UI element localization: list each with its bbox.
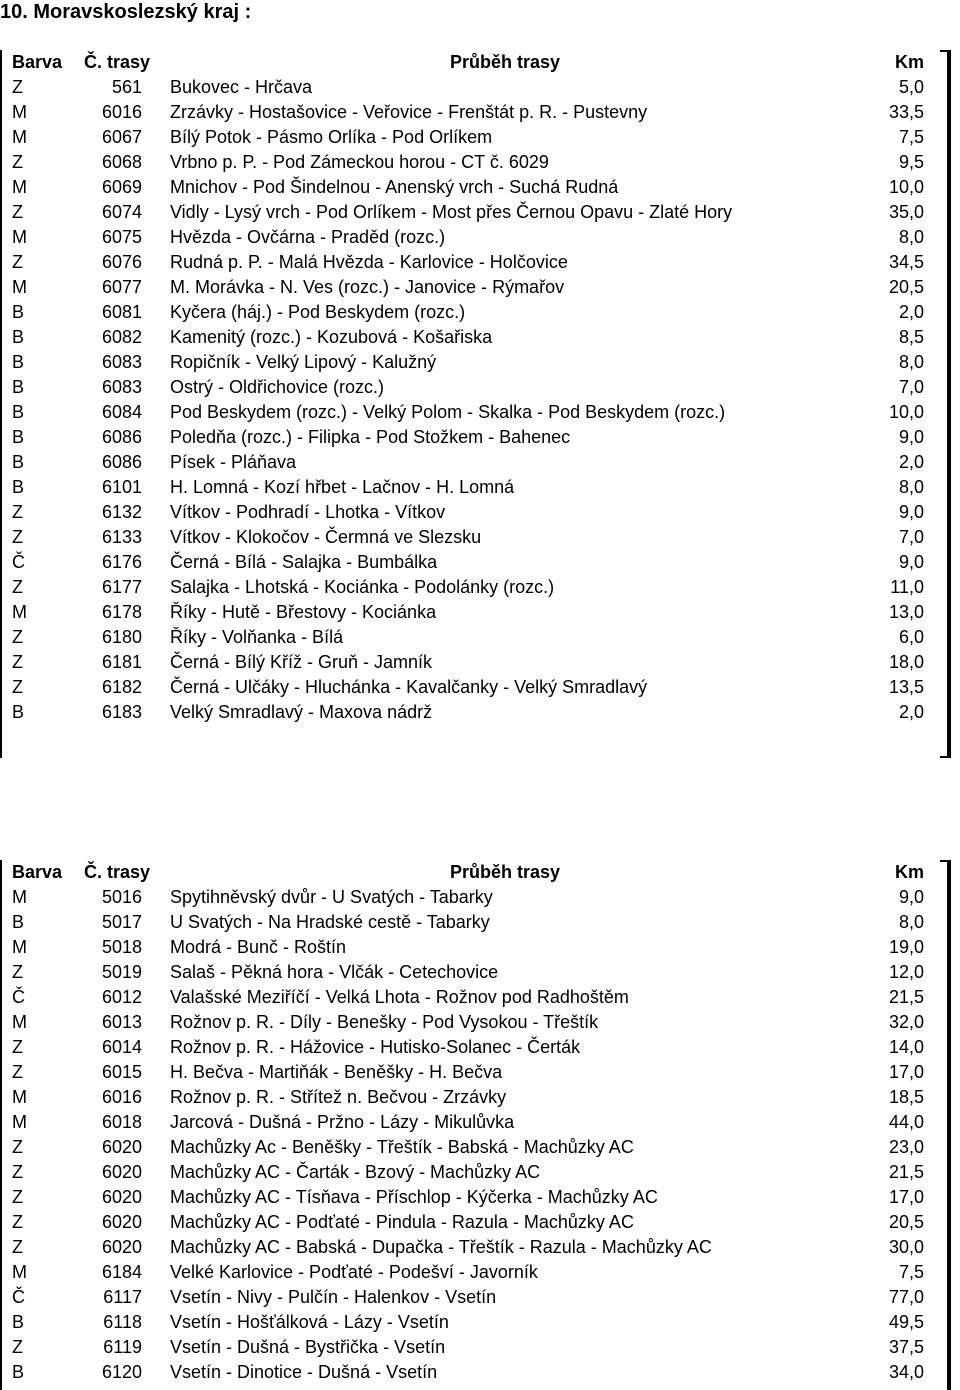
table-row	[0, 350, 960, 375]
cell-cislo-trasy: 6067	[101, 127, 142, 147]
cell-barva: B	[12, 702, 25, 722]
table-row	[0, 935, 960, 960]
cell-km: 34,0	[888, 1362, 924, 1382]
cell-km: 6,0	[898, 627, 924, 647]
cell-km: 2,0	[898, 702, 924, 722]
cell-prubeh-trasy: Vrbno p. P. - Pod Zámeckou horou - CT č. 6029	[170, 152, 549, 172]
cell-cislo-trasy: 6016	[101, 1087, 142, 1107]
cell-cislo-trasy: 6076	[101, 252, 142, 272]
cell-km: 7,0	[898, 527, 924, 547]
cell-km: 17,0	[888, 1187, 924, 1207]
cell-prubeh-trasy: Machůzky Ac - Beněšky - Třeštík - Babská - Machůzky AC	[170, 1137, 634, 1157]
header-prubeh-trasy: Průběh trasy	[450, 52, 561, 72]
cell-barva: Z	[12, 152, 23, 172]
cell-km: 7,5	[898, 127, 924, 147]
cell-km: 21,5	[888, 987, 924, 1007]
cell-km: 5,0	[898, 77, 924, 97]
table-row	[0, 375, 960, 400]
cell-cislo-trasy: 6016	[101, 102, 142, 122]
table-row	[0, 650, 960, 675]
cell-barva: Z	[12, 627, 23, 647]
cell-barva: Z	[12, 1212, 23, 1232]
header-prubeh-trasy: Průběh trasy	[450, 862, 561, 882]
table-row	[0, 175, 960, 200]
cell-km: 8,0	[898, 912, 924, 932]
cell-cislo-trasy: 6183	[101, 702, 142, 722]
cell-cislo-trasy: 6068	[101, 152, 142, 172]
cell-km: 19,0	[888, 937, 924, 957]
cell-prubeh-trasy: Velké Karlovice - Podťaté - Podešví - Javorník	[170, 1262, 538, 1282]
cell-barva: Z	[12, 1137, 23, 1157]
cell-km: 2,0	[898, 302, 924, 322]
cell-barva: Z	[12, 527, 23, 547]
cell-prubeh-trasy: Černá - Ulčáky - Hluchánka - Kavalčanky - Velký Smradlavý	[170, 677, 648, 697]
header-barva: Barva	[12, 52, 63, 72]
cell-prubeh-trasy: Zrzávky - Hostašovice - Veřovice - Frenštát p. R. - Pustevny	[170, 102, 648, 122]
cell-barva: Z	[12, 1062, 23, 1082]
cell-barva: M	[12, 1262, 27, 1282]
table-row	[0, 200, 960, 225]
cell-prubeh-trasy: Říky - Hutě - Břestovy - Kociánka	[170, 602, 437, 622]
table-border-tick	[940, 756, 948, 758]
cell-prubeh-trasy: Vsetín - Dinotice - Dušná - Vsetín	[170, 1362, 438, 1382]
table-row	[0, 250, 960, 275]
cell-prubeh-trasy: Černá - Bílý Kříž - Gruň - Jamník	[170, 652, 433, 672]
table-row	[0, 985, 960, 1010]
cell-barva: Z	[12, 252, 23, 272]
table-row	[0, 100, 960, 125]
cell-prubeh-trasy: Jarcová - Dušná - Pržno - Lázy - Mikulůvka	[170, 1112, 515, 1132]
cell-km: 32,0	[888, 1012, 924, 1032]
cell-cislo-trasy: 6177	[101, 577, 142, 597]
cell-km: 9,5	[898, 152, 924, 172]
header-km: Km	[894, 52, 924, 72]
table-row	[0, 400, 960, 425]
table-row	[0, 575, 960, 600]
cell-cislo-trasy: 6069	[101, 177, 142, 197]
cell-km: 18,0	[888, 652, 924, 672]
cell-cislo-trasy: 561	[111, 77, 142, 97]
cell-cislo-trasy: 6084	[101, 402, 142, 422]
cell-prubeh-trasy: Poledňa (rozc.) - Filipka - Pod Stožkem - Bahenec	[170, 427, 571, 447]
cell-prubeh-trasy: Vidly - Lysý vrch - Pod Orlíkem - Most přes Černou Opavu - Zlaté Hory	[170, 202, 733, 222]
cell-cislo-trasy: 6083	[101, 377, 142, 397]
cell-prubeh-trasy: Mnichov - Pod Šindelnou - Anenský vrch - Suchá Rudná	[170, 177, 619, 197]
cell-cislo-trasy: 6075	[101, 227, 142, 247]
cell-km: 18,5	[888, 1087, 924, 1107]
cell-barva: Z	[12, 1337, 23, 1357]
cell-prubeh-trasy: Vítkov - Klokočov - Čermná ve Slezsku	[170, 527, 482, 547]
cell-prubeh-trasy: Rudná p. P. - Malá Hvězda - Karlovice - Holčovice	[170, 252, 568, 272]
cell-prubeh-trasy: Vítkov - Podhradí - Lhotka - Vítkov	[170, 502, 446, 522]
page-title: 10. Moravskoslezský kraj :	[0, 1, 252, 23]
cell-prubeh-trasy: Machůzky AC - Babská - Dupačka - Třeštík - Razula - Machůzky AC	[170, 1237, 712, 1257]
cell-km: 8,0	[898, 477, 924, 497]
cell-prubeh-trasy: Rožnov p. R. - Střítež n. Bečvou - Zrzávky	[170, 1087, 507, 1107]
table-row	[0, 600, 960, 625]
cell-km: 49,5	[888, 1312, 924, 1332]
cell-barva: Z	[12, 202, 23, 222]
table-row	[0, 1335, 960, 1360]
cell-barva: M	[12, 127, 27, 147]
cell-cislo-trasy: 6132	[101, 502, 142, 522]
cell-km: 7,5	[898, 1262, 924, 1282]
cell-barva: Z	[12, 502, 23, 522]
cell-km: 10,0	[888, 177, 924, 197]
cell-km: 8,5	[898, 327, 924, 347]
table-header-row	[0, 50, 960, 75]
cell-barva: M	[12, 602, 27, 622]
route-table-1	[0, 50, 960, 758]
cell-barva: B	[12, 477, 25, 497]
cell-km: 30,0	[888, 1237, 924, 1257]
table-header-row	[0, 860, 960, 885]
table-row	[0, 1260, 960, 1285]
cell-km: 9,0	[898, 552, 924, 572]
cell-barva: Z	[12, 77, 23, 97]
header-cislo-trasy: Č. trasy	[84, 52, 151, 72]
cell-cislo-trasy: 6133	[101, 527, 142, 547]
cell-prubeh-trasy: Kyčera (háj.) - Pod Beskydem (rozc.)	[170, 302, 466, 322]
table-row	[0, 1210, 960, 1235]
cell-km: 34,5	[888, 252, 924, 272]
cell-barva: Z	[12, 652, 23, 672]
cell-prubeh-trasy: Spytihněvský dvůr - U Svatých - Tabarky	[170, 887, 493, 907]
cell-prubeh-trasy: Bílý Potok - Pásmo Orlíka - Pod Orlíkem	[170, 127, 493, 147]
cell-cislo-trasy: 6082	[101, 327, 142, 347]
cell-prubeh-trasy: Bukovec - Hrčava	[170, 77, 313, 97]
cell-prubeh-trasy: Salajka - Lhotská - Kociánka - Podolánky (rozc.)	[170, 577, 555, 597]
cell-cislo-trasy: 6180	[101, 627, 142, 647]
cell-prubeh-trasy: Ostrý - Oldřichovice (rozc.)	[170, 377, 385, 397]
cell-cislo-trasy: 6120	[101, 1362, 142, 1382]
cell-cislo-trasy: 6020	[101, 1162, 142, 1182]
route-table-2	[0, 860, 960, 1390]
cell-km: 10,0	[888, 402, 924, 422]
cell-barva: B	[12, 327, 25, 347]
cell-barva: Z	[12, 1237, 23, 1257]
cell-km: 8,0	[898, 352, 924, 372]
cell-cislo-trasy: 6081	[101, 302, 142, 322]
cell-prubeh-trasy: Písek - Pláňava	[170, 452, 297, 472]
cell-prubeh-trasy: Kamenitý (rozc.) - Kozubová - Košařiska	[170, 327, 493, 347]
cell-prubeh-trasy: Machůzky AC - Tísňava - Příschlop - Kýčerka - Machůzky AC	[170, 1187, 658, 1207]
table-row	[0, 1160, 960, 1185]
cell-km: 37,5	[888, 1337, 924, 1357]
cell-prubeh-trasy: Hvězda - Ovčárna - Praděd (rozc.)	[170, 227, 446, 247]
cell-barva: Z	[12, 1187, 23, 1207]
cell-cislo-trasy: 6101	[101, 477, 142, 497]
cell-barva: B	[12, 912, 25, 932]
table-row	[0, 325, 960, 350]
cell-cislo-trasy: 6020	[101, 1237, 142, 1257]
cell-prubeh-trasy: Rožnov p. R. - Díly - Benešky - Pod Vysokou - Třeštík	[170, 1012, 599, 1032]
table-row	[0, 910, 960, 935]
cell-cislo-trasy: 6020	[101, 1212, 142, 1232]
cell-barva: M	[12, 102, 27, 122]
cell-barva: M	[12, 1012, 27, 1032]
cell-cislo-trasy: 6018	[101, 1112, 142, 1132]
cell-km: 35,0	[888, 202, 924, 222]
cell-km: 9,0	[898, 502, 924, 522]
cell-cislo-trasy: 6119	[103, 1337, 142, 1357]
cell-km: 11,0	[890, 577, 924, 597]
table-row	[0, 450, 960, 475]
cell-cislo-trasy: 6077	[101, 277, 142, 297]
cell-prubeh-trasy: Říky - Volňanka - Bílá	[170, 627, 344, 647]
table-row	[0, 885, 960, 910]
cell-prubeh-trasy: Rožnov p. R. - Hážovice - Hutisko-Solanec - Čerták	[170, 1037, 581, 1057]
cell-cislo-trasy: 6083	[101, 352, 142, 372]
cell-barva: Z	[12, 1037, 23, 1057]
table-row	[0, 675, 960, 700]
cell-cislo-trasy: 6020	[101, 1137, 142, 1157]
cell-cislo-trasy: 6181	[101, 652, 142, 672]
table-row	[0, 1060, 960, 1085]
table-row	[0, 700, 960, 725]
table-row	[0, 1135, 960, 1160]
cell-barva: Č	[12, 552, 25, 572]
cell-km: 20,5	[888, 1212, 924, 1232]
table-row	[0, 525, 960, 550]
cell-barva: Č	[12, 1287, 25, 1307]
cell-cislo-trasy: 5019	[101, 962, 142, 982]
cell-prubeh-trasy: Machůzky AC - Čarták - Bzový - Machůzky AC	[170, 1162, 541, 1182]
cell-prubeh-trasy: Velký Smradlavý - Maxova nádrž	[170, 702, 433, 722]
cell-cislo-trasy: 6118	[103, 1312, 142, 1332]
table-row	[0, 125, 960, 150]
table-row	[0, 425, 960, 450]
table-row	[0, 275, 960, 300]
cell-barva: B	[12, 1312, 25, 1332]
table-row	[0, 1110, 960, 1135]
cell-prubeh-trasy: Černá - Bílá - Salajka - Bumbálka	[170, 552, 438, 572]
cell-barva: B	[12, 427, 25, 447]
cell-cislo-trasy: 5016	[101, 887, 142, 907]
table-row	[0, 625, 960, 650]
cell-km: 2,0	[898, 452, 924, 472]
cell-barva: B	[12, 402, 25, 422]
cell-km: 7,0	[898, 377, 924, 397]
cell-km: 12,0	[888, 962, 924, 982]
cell-km: 21,5	[888, 1162, 924, 1182]
cell-cislo-trasy: 6086	[101, 427, 142, 447]
header-barva: Barva	[12, 862, 63, 882]
cell-prubeh-trasy: Vsetín - Nivy - Pulčín - Halenkov - Vsetín	[170, 1287, 497, 1307]
cell-barva: Z	[12, 962, 23, 982]
table-row	[0, 550, 960, 575]
cell-cislo-trasy: 6020	[101, 1187, 142, 1207]
cell-prubeh-trasy: M. Morávka - N. Ves (rozc.) - Janovice - Rýmařov	[170, 277, 565, 297]
cell-km: 20,5	[888, 277, 924, 297]
table-row	[0, 300, 960, 325]
cell-prubeh-trasy: Ropičník - Velký Lipový - Kalužný	[170, 352, 437, 372]
cell-barva: Č	[12, 987, 25, 1007]
cell-km: 33,5	[888, 102, 924, 122]
cell-cislo-trasy: 6013	[101, 1012, 142, 1032]
cell-km: 14,0	[888, 1037, 924, 1057]
cell-cislo-trasy: 6012	[101, 987, 142, 1007]
cell-cislo-trasy: 6086	[101, 452, 142, 472]
cell-barva: B	[12, 452, 25, 472]
cell-cislo-trasy: 6015	[101, 1062, 142, 1082]
cell-cislo-trasy: 6176	[101, 552, 142, 572]
cell-barva: B	[12, 302, 25, 322]
table-row	[0, 475, 960, 500]
cell-barva: M	[12, 1112, 27, 1132]
cell-prubeh-trasy: Valašské Meziříčí - Velká Lhota - Rožnov pod Radhoštěm	[170, 987, 629, 1007]
cell-km: 8,0	[898, 227, 924, 247]
cell-barva: M	[12, 177, 27, 197]
cell-km: 23,0	[888, 1137, 924, 1157]
table-row	[0, 1235, 960, 1260]
table-row	[0, 225, 960, 250]
cell-barva: M	[12, 1087, 27, 1107]
cell-km: 13,5	[888, 677, 924, 697]
header-cislo-trasy: Č. trasy	[84, 862, 151, 882]
cell-km: 44,0	[888, 1112, 924, 1132]
table-row	[0, 1285, 960, 1310]
cell-barva: M	[12, 887, 27, 907]
cell-cislo-trasy: 6074	[101, 202, 142, 222]
cell-cislo-trasy: 6014	[101, 1037, 142, 1057]
cell-km: 9,0	[898, 887, 924, 907]
cell-prubeh-trasy: H. Lomná - Kozí hřbet - Lačnov - H. Lomná	[170, 477, 515, 497]
cell-prubeh-trasy: Vsetín - Hošťálková - Lázy - Vsetín	[170, 1312, 449, 1332]
cell-barva: Z	[12, 677, 23, 697]
table-row	[0, 960, 960, 985]
cell-km: 13,0	[888, 602, 924, 622]
cell-barva: M	[12, 937, 27, 957]
cell-barva: Z	[12, 577, 23, 597]
table-row	[0, 75, 960, 100]
cell-prubeh-trasy: Modrá - Bunč - Roštín	[170, 937, 347, 957]
cell-prubeh-trasy: Pod Beskydem (rozc.) - Velký Polom - Skalka - Pod Beskydem (rozc.)	[170, 402, 726, 422]
table-row	[0, 1310, 960, 1335]
cell-cislo-trasy: 6184	[101, 1262, 142, 1282]
table-row	[0, 1360, 960, 1385]
table-row	[0, 150, 960, 175]
table-row	[0, 1085, 960, 1110]
cell-km: 17,0	[888, 1062, 924, 1082]
cell-cislo-trasy: 5018	[101, 937, 142, 957]
cell-prubeh-trasy: Salaš - Pěkná hora - Vlčák - Cetechovice	[170, 962, 499, 982]
cell-barva: M	[12, 227, 27, 247]
cell-prubeh-trasy: Vsetín - Dušná - Bystřička - Vsetín	[170, 1337, 446, 1357]
cell-barva: B	[12, 1362, 25, 1382]
header-km: Km	[894, 862, 924, 882]
cell-km: 77,0	[888, 1287, 924, 1307]
cell-prubeh-trasy: Machůzky AC - Podťaté - Pindula - Razula - Machůzky AC	[170, 1212, 634, 1232]
cell-barva: B	[12, 377, 25, 397]
table-row	[0, 1035, 960, 1060]
table-row	[0, 500, 960, 525]
cell-cislo-trasy: 6117	[103, 1287, 142, 1307]
cell-barva: B	[12, 352, 25, 372]
cell-prubeh-trasy: H. Bečva - Martiňák - Beněšky - H. Bečva	[170, 1062, 503, 1082]
cell-cislo-trasy: 6182	[101, 677, 142, 697]
cell-cislo-trasy: 6178	[101, 602, 142, 622]
cell-barva: Z	[12, 1162, 23, 1182]
cell-prubeh-trasy: U Svatých - Na Hradské cestě - Tabarky	[170, 912, 490, 932]
cell-km: 9,0	[898, 427, 924, 447]
table-row	[0, 1185, 960, 1210]
table-row	[0, 1010, 960, 1035]
cell-cislo-trasy: 5017	[101, 912, 142, 932]
cell-barva: M	[12, 277, 27, 297]
